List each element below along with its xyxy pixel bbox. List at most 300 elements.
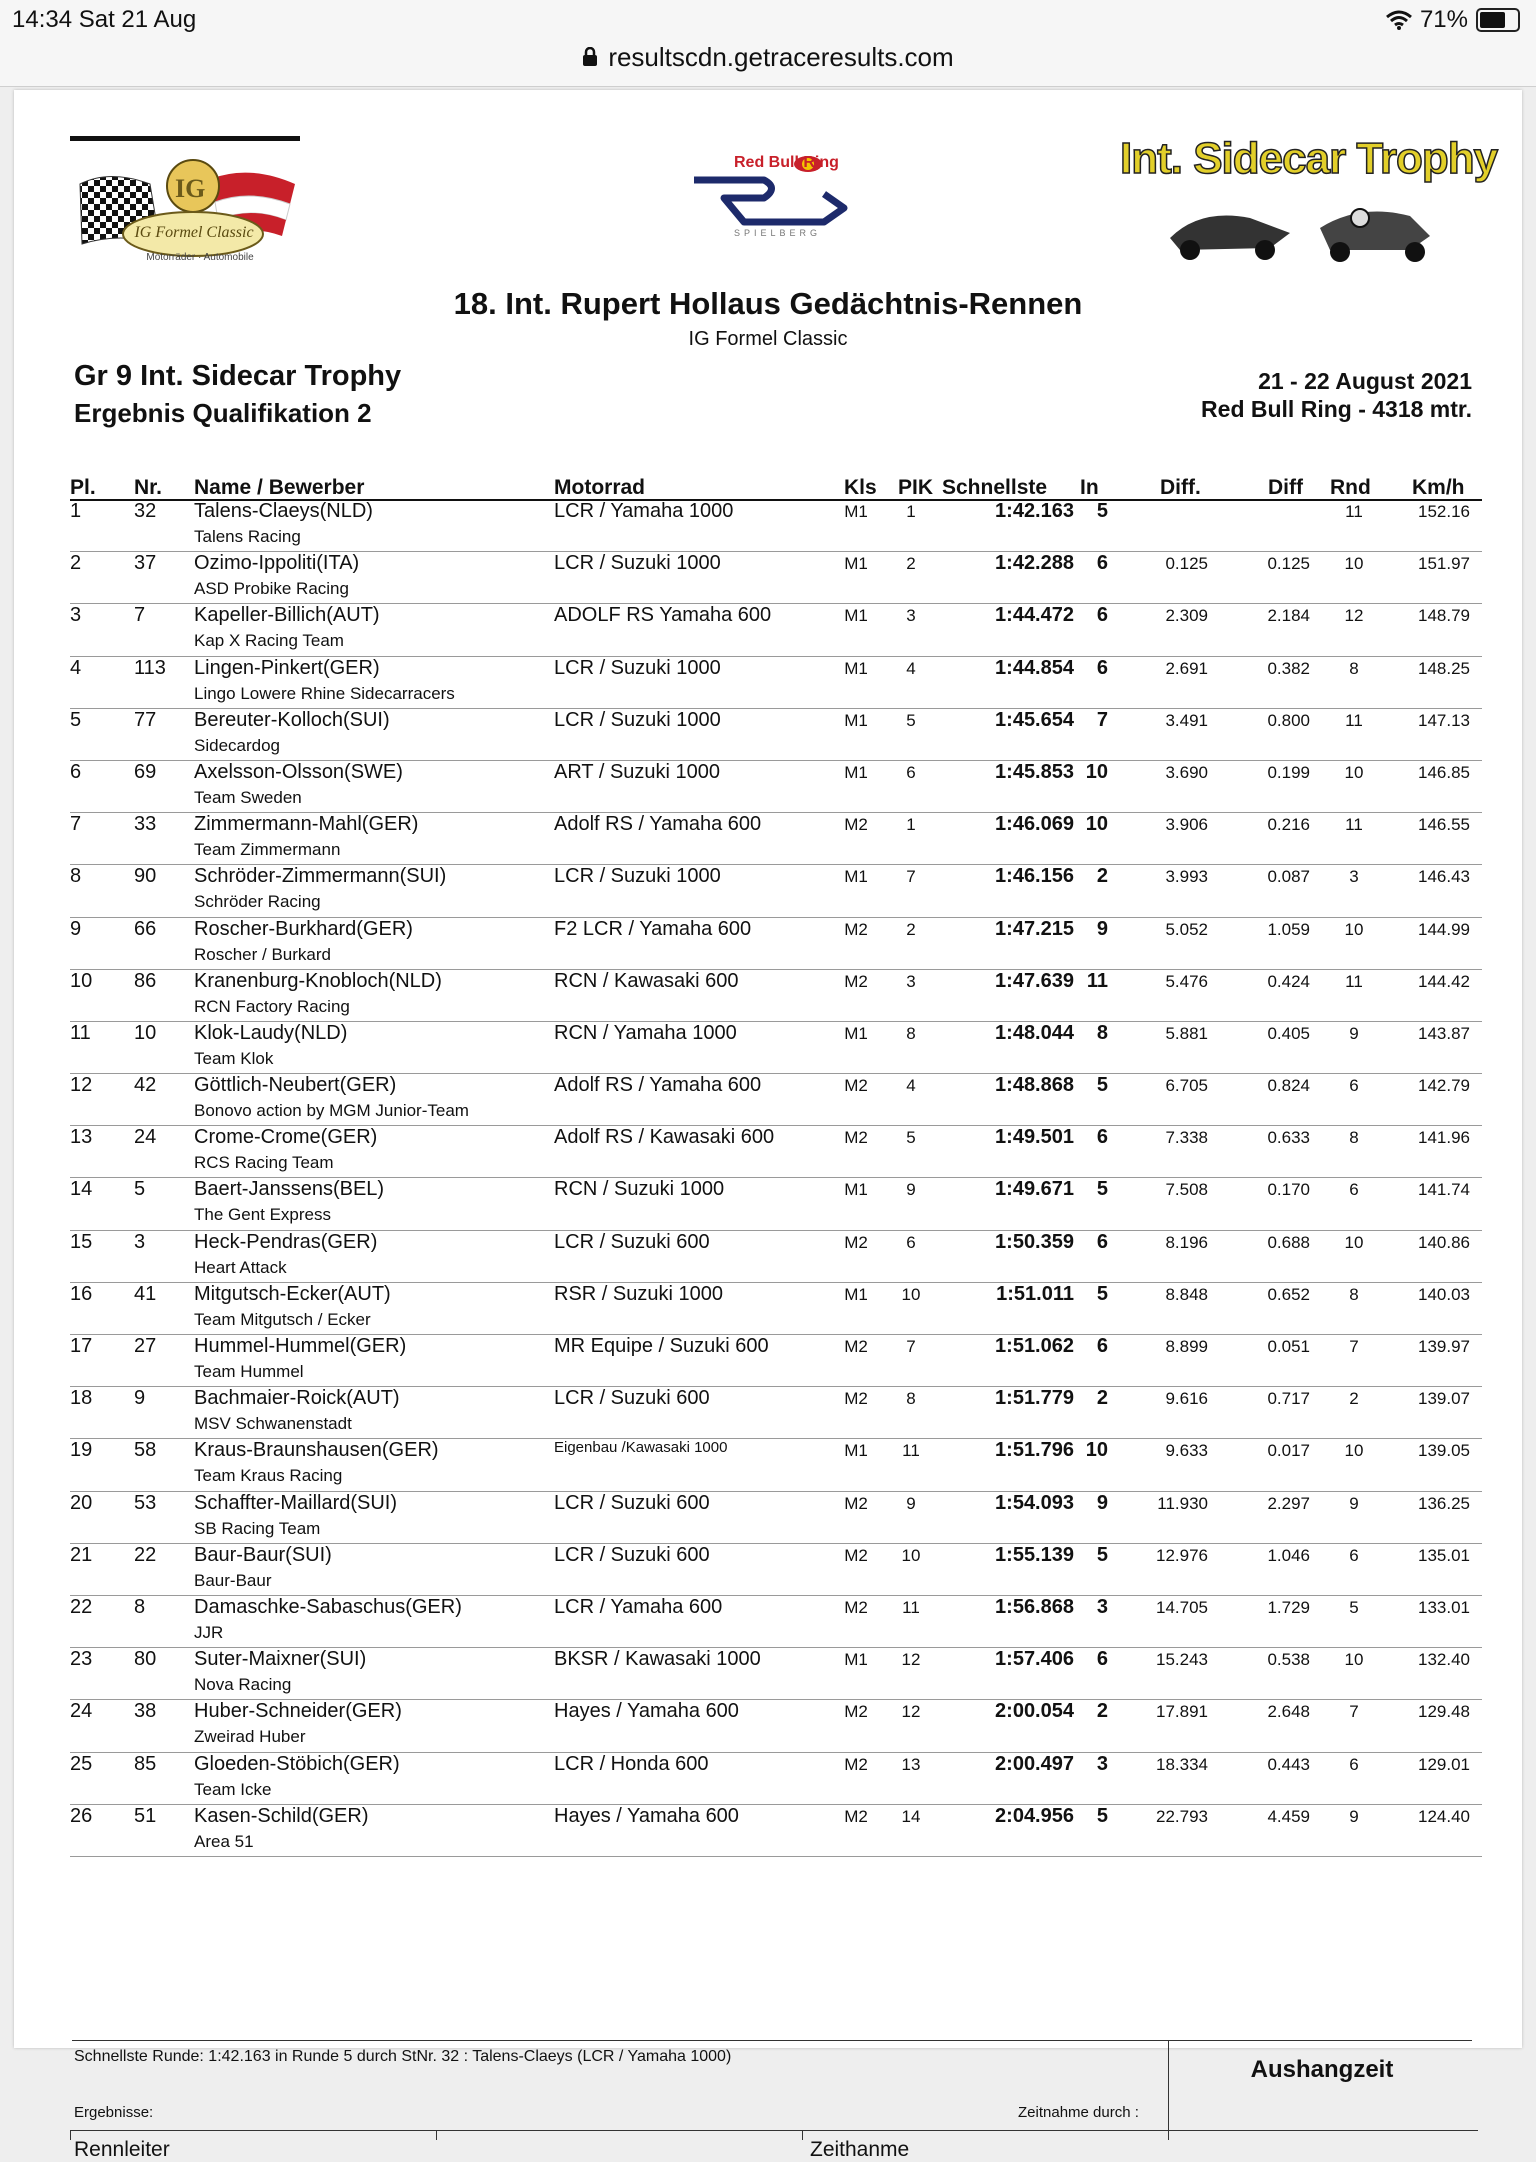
cell-kls: M1	[844, 1284, 868, 1304]
cell-pik: 4	[906, 658, 916, 678]
cell-diff: 15.243	[1156, 1650, 1208, 1670]
cell-pl: 26	[70, 1804, 93, 1827]
cell-best: 1:48.044	[995, 1021, 1074, 1044]
cell-name: Kranenburg-Knobloch(NLD)	[194, 969, 442, 992]
cell-bike: ART / Suzuki 1000	[554, 760, 721, 783]
cell-nr: 113	[134, 656, 166, 679]
cell-nr: 3	[134, 1230, 146, 1253]
cell-diff2: 0.717	[1267, 1389, 1310, 1409]
cell-name: Talens-Claeys(NLD)	[194, 500, 373, 522]
cell-nr: 77	[134, 708, 157, 731]
url-text[interactable]: resultscdn.getraceresults.com	[608, 42, 954, 72]
col-bike: Motorrad	[554, 476, 645, 499]
cell-best: 1:48.868	[995, 1074, 1074, 1097]
cell-diff: 3.491	[1165, 710, 1208, 730]
cell-kls: M2	[844, 1128, 868, 1148]
cell-pik: 10	[901, 1545, 921, 1565]
cell-bike: LCR / Suzuki 600	[554, 1230, 710, 1253]
table-row	[70, 1596, 1482, 1648]
cell-diff: 8.899	[1165, 1337, 1208, 1356]
cell-rnd: 10	[1344, 1650, 1364, 1670]
class-group: Gr 9 Int. Sidecar Trophy	[74, 360, 402, 392]
cell-team: Team Sweden	[194, 787, 302, 807]
cell-pl: 9	[70, 917, 82, 940]
table-row	[70, 1700, 1482, 1752]
event-title: 18. Int. Rupert Hollaus Gedächtnis-Rennen	[453, 286, 1083, 321]
cell-best: 1:46.156	[995, 865, 1074, 888]
table-row	[70, 1074, 1482, 1126]
cell-rnd: 8	[1349, 1284, 1359, 1304]
cell-name: Mitgutsch-Ecker(AUT)	[194, 1282, 391, 1305]
cell-in: 6	[1096, 552, 1108, 575]
cell-team: MSV Schwanenstadt	[194, 1414, 352, 1434]
cell-pl: 3	[70, 604, 82, 627]
cell-rnd: 11	[1345, 971, 1363, 991]
cell-nr: 58	[134, 1439, 157, 1462]
cell-nr: 7	[134, 604, 146, 627]
cell-in: 6	[1096, 1648, 1108, 1671]
col-in: In	[1080, 476, 1099, 499]
cell-diff: 11.930	[1157, 1493, 1208, 1513]
cell-nr: 37	[134, 552, 157, 575]
cell-team: Team Icke	[194, 1779, 272, 1799]
cell-nr: 41	[134, 1282, 157, 1305]
cell-kmh: 139.07	[1418, 1389, 1470, 1409]
cell-diff2: 2.648	[1267, 1702, 1310, 1722]
table-row	[70, 918, 1482, 970]
red-bull-ring-text: Red Bull Ring	[734, 154, 839, 171]
cell-nr: 8	[134, 1595, 146, 1618]
cell-in: 6	[1096, 656, 1108, 679]
cell-kls: M2	[844, 1754, 868, 1774]
cell-diff2: 0.824	[1267, 1076, 1310, 1096]
cell-diff2: 4.459	[1267, 1806, 1310, 1826]
cell-in: 5	[1096, 1178, 1108, 1201]
cell-bike: Adolf RS / Yamaha 600	[554, 813, 762, 836]
cell-diff: 3.993	[1165, 867, 1208, 887]
cell-pik: 9	[906, 1180, 916, 1200]
cell-kls: M2	[844, 1597, 868, 1617]
cell-diff2: 1.046	[1267, 1545, 1310, 1565]
cell-pl: 10	[70, 969, 93, 992]
cell-best: 1:49.501	[995, 1126, 1074, 1149]
cell-in: 2	[1096, 865, 1108, 888]
session-name: Ergebnis Qualifikation 2	[74, 398, 372, 428]
cell-diff: 9.633	[1165, 1441, 1208, 1461]
cell-nr: 38	[134, 1700, 157, 1723]
cell-kls: M2	[844, 971, 868, 991]
cell-kls: M2	[844, 1232, 868, 1252]
status-bar	[0, 0, 1536, 40]
results-document	[14, 90, 1522, 2161]
cell-bike: LCR / Suzuki 1000	[554, 865, 721, 888]
cell-name: Gloeden-Stöbich(GER)	[194, 1752, 400, 1775]
cell-pik: 6	[906, 762, 916, 782]
cell-name: Baert-Janssens(BEL)	[194, 1178, 385, 1201]
cell-pik: 5	[906, 1128, 916, 1148]
cell-diff2: 0.652	[1267, 1284, 1310, 1304]
cell-bike: LCR / Yamaha 1000	[554, 500, 734, 522]
cell-rnd: 5	[1349, 1597, 1359, 1617]
cell-pik: 7	[906, 1337, 916, 1356]
cell-kls: M1	[844, 1441, 868, 1461]
cell-pik: 12	[901, 1650, 921, 1670]
cell-best: 1:44.472	[995, 604, 1074, 627]
cell-best: 1:55.139	[995, 1543, 1074, 1566]
cell-name: Zimmermann-Mahl(GER)	[194, 813, 419, 836]
cell-best: 1:42.163	[995, 500, 1074, 522]
rennleiter-label: Rennleiter	[74, 2138, 170, 2161]
sidecar-illustration	[1150, 188, 1450, 268]
cell-diff2: 0.424	[1267, 971, 1310, 991]
cell-in: 5	[1096, 1804, 1108, 1827]
cell-bike: RSR / Suzuki 1000	[554, 1282, 723, 1305]
cell-pl: 17	[70, 1335, 93, 1357]
cell-diff2: 0.125	[1267, 554, 1310, 574]
cell-best: 1:47.215	[995, 917, 1074, 940]
cell-best: 1:51.062	[995, 1335, 1074, 1357]
sig-cell-divider	[1168, 2130, 1169, 2140]
cell-kls: M1	[844, 867, 868, 887]
cell-kmh: 148.79	[1418, 606, 1470, 626]
cell-in: 8	[1096, 1021, 1108, 1044]
cell-diff: 7.508	[1165, 1180, 1208, 1200]
cell-name: Kasen-Schild(GER)	[194, 1804, 369, 1827]
cell-pik: 11	[902, 1441, 920, 1461]
cell-kmh: 144.42	[1418, 971, 1470, 991]
cell-diff: 2.691	[1165, 658, 1208, 678]
cell-bike: Hayes / Yamaha 600	[554, 1804, 739, 1827]
cell-best: 1:54.093	[995, 1491, 1074, 1514]
table-row	[70, 709, 1482, 761]
cell-rnd: 10	[1344, 1441, 1364, 1461]
cell-kls: M1	[844, 1650, 868, 1670]
ig-formel-classic-logo: IG IG Formel Classic Motorräder · Automobile	[70, 136, 316, 274]
cell-kls: M1	[844, 1180, 868, 1200]
cell-kls: M1	[844, 554, 868, 574]
table-row	[70, 552, 1482, 604]
cell-in: 2	[1096, 1387, 1108, 1410]
cell-kls: M2	[844, 1337, 868, 1356]
cell-bike: RCN / Kawasaki 600	[554, 969, 739, 992]
cell-pik: 14	[901, 1806, 921, 1826]
battery-percent: 71%	[1419, 6, 1468, 33]
table-row	[70, 1753, 1482, 1805]
cell-team: Nova Racing	[194, 1675, 292, 1695]
cell-in: 5	[1096, 1282, 1108, 1305]
cell-name: Ozimo-Ippoliti(ITA)	[194, 552, 360, 575]
cell-in: 3	[1096, 1752, 1108, 1775]
cell-pik: 6	[906, 1232, 916, 1252]
aushangzeit-label: Aushangzeit	[1250, 2056, 1394, 2083]
zeitnahme-durch-label: Zeitnahme durch :	[1018, 2104, 1139, 2121]
cell-diff2: 0.017	[1267, 1441, 1310, 1461]
cell-pik: 9	[906, 1493, 916, 1513]
cell-pl: 7	[70, 813, 82, 836]
cell-team: Schröder Racing	[194, 892, 321, 912]
cell-pik: 8	[906, 1389, 916, 1409]
cell-pl: 4	[70, 656, 82, 679]
table-row	[70, 761, 1482, 813]
cell-best: 1:44.854	[995, 656, 1074, 679]
cell-name: Suter-Maixner(SUI)	[194, 1648, 367, 1671]
cell-bike: LCR / Suzuki 1000	[554, 656, 721, 679]
cell-best: 1:51.779	[995, 1387, 1074, 1410]
cell-rnd: 10	[1344, 554, 1364, 574]
cell-bike: LCR / Suzuki 1000	[554, 552, 721, 575]
cell-diff2: 0.382	[1267, 658, 1310, 678]
cell-nr: 53	[134, 1491, 157, 1514]
sig-cell-divider	[802, 2130, 803, 2140]
table-row	[70, 1387, 1482, 1439]
table-row	[70, 1126, 1482, 1178]
cell-rnd: 9	[1349, 1493, 1359, 1513]
cell-bike: LCR / Suzuki 600	[554, 1387, 710, 1410]
cell-team: RCN Factory Racing	[194, 996, 350, 1016]
cell-diff: 6.705	[1165, 1076, 1208, 1096]
cell-nr: 66	[134, 917, 157, 940]
cell-team: Lingo Lowere Rhine Sidecarracers	[194, 683, 455, 703]
cell-team: The Gent Express	[194, 1205, 332, 1225]
cell-diff: 14.705	[1156, 1597, 1208, 1617]
cell-kmh: 132.40	[1418, 1650, 1470, 1670]
cell-in: 5	[1096, 1074, 1108, 1097]
table-row	[70, 1492, 1482, 1544]
cell-diff: 3.690	[1165, 762, 1208, 782]
cell-pl: 11	[70, 1021, 91, 1044]
cell-best: 1:56.868	[995, 1595, 1074, 1618]
cell-name: Hummel-Hummel(GER)	[194, 1335, 407, 1357]
table-row	[70, 1439, 1482, 1491]
cell-team: Heart Attack	[194, 1257, 287, 1277]
col-best: Schnellste	[942, 476, 1048, 499]
cell-team: Zweirad Huber	[194, 1727, 306, 1747]
cell-kls: M1	[844, 658, 868, 678]
cell-pl: 18	[70, 1387, 93, 1410]
cell-pik: 1	[906, 815, 916, 835]
cell-bike: MR Equipe / Suzuki 600	[554, 1335, 769, 1357]
zeitnahme-label: Zeithanme	[810, 2138, 910, 2161]
cell-diff2: 2.184	[1267, 606, 1310, 626]
cell-kmh: 148.25	[1418, 658, 1470, 678]
col-kmh: Km/h	[1412, 476, 1465, 499]
sidecar-trophy-logo	[1120, 134, 1498, 270]
cell-nr: 51	[134, 1804, 157, 1827]
cell-best: 1:45.853	[995, 760, 1074, 783]
ig-logo-text: IG Formel Classic	[134, 224, 254, 241]
wifi-icon	[1386, 10, 1412, 30]
table-row	[70, 1544, 1482, 1596]
cell-rnd: 3	[1349, 867, 1359, 887]
cell-bike: LCR / Suzuki 600	[554, 1543, 710, 1566]
cell-team: JJR	[194, 1622, 224, 1642]
cell-bike: LCR / Honda 600	[554, 1752, 709, 1775]
cell-diff2: 0.688	[1267, 1232, 1310, 1252]
cell-kmh: 129.01	[1418, 1754, 1470, 1774]
cell-kmh: 140.86	[1418, 1232, 1470, 1252]
cell-rnd: 10	[1344, 919, 1364, 939]
cell-best: 1:42.288	[995, 552, 1074, 575]
cell-in: 10	[1085, 1439, 1108, 1462]
address-bar[interactable]	[0, 40, 1536, 87]
cell-diff2: 1.729	[1267, 1597, 1310, 1617]
cell-pik: 13	[901, 1754, 921, 1774]
cell-diff2: 0.633	[1267, 1128, 1310, 1148]
cell-pl: 13	[70, 1126, 93, 1149]
cell-diff2: 0.216	[1267, 815, 1310, 835]
cell-pl: 16	[70, 1282, 93, 1305]
cell-kmh: 129.48	[1418, 1702, 1470, 1722]
cell-pik: 12	[901, 1702, 921, 1722]
cell-team: SB Racing Team	[194, 1518, 321, 1538]
cell-bike: BKSR / Kawasaki 1000	[554, 1648, 761, 1671]
cell-team: Bonovo action by MGM Junior-Team	[194, 1101, 469, 1121]
cell-name: Schröder-Zimmermann(SUI)	[194, 865, 447, 888]
cell-pik: 8	[906, 1023, 916, 1043]
cell-best: 1:50.359	[995, 1230, 1074, 1253]
cell-kmh: 143.87	[1418, 1023, 1470, 1043]
cell-kmh: 140.03	[1418, 1284, 1470, 1304]
col-name: Name / Bewerber	[194, 476, 365, 499]
red-bull-ring-logo	[684, 150, 864, 250]
cell-kls: M2	[844, 1806, 868, 1826]
cell-diff: 5.052	[1165, 919, 1208, 939]
cell-team: Baur-Baur	[194, 1570, 272, 1590]
cell-name: Roscher-Burkhard(GER)	[194, 917, 413, 940]
cell-kmh: 139.05	[1418, 1441, 1470, 1461]
cell-best: 1:46.069	[995, 813, 1074, 836]
cell-diff: 8.196	[1165, 1232, 1208, 1252]
cell-team: Team Kraus Racing	[194, 1466, 343, 1486]
cell-team: Team Mitgutsch / Ecker	[194, 1309, 371, 1329]
cell-name: Lingen-Pinkert(GER)	[194, 656, 380, 679]
cell-rnd: 6	[1349, 1545, 1359, 1565]
cell-kls: M2	[844, 1493, 868, 1513]
lock-icon	[582, 47, 598, 67]
table-row	[70, 970, 1482, 1022]
cell-in: 6	[1096, 604, 1108, 627]
cell-pik: 3	[906, 606, 916, 626]
cell-in: 5	[1096, 500, 1108, 522]
cell-pl: 24	[70, 1700, 93, 1723]
cell-pik: 5	[906, 710, 916, 730]
table-row	[70, 604, 1482, 656]
cell-name: Axelsson-Olsson(SWE)	[194, 760, 403, 783]
cell-bike: LCR / Yamaha 600	[554, 1595, 723, 1618]
cell-rnd: 7	[1349, 1702, 1359, 1722]
cell-pl: 22	[70, 1595, 93, 1618]
cell-rnd: 11	[1345, 815, 1363, 835]
cell-team: ASD Probike Racing	[194, 579, 349, 599]
cell-name: Heck-Pendras(GER)	[194, 1230, 378, 1253]
cell-kls: M2	[844, 1389, 868, 1409]
table-row	[70, 1805, 1482, 1857]
cell-best: 1:51.796	[995, 1439, 1074, 1462]
sig-cell-divider	[70, 2130, 71, 2140]
cell-best: 2:04.956	[995, 1804, 1074, 1827]
col-nr: Nr.	[134, 476, 163, 499]
cell-pl: 8	[70, 865, 82, 888]
cell-diff: 5.881	[1165, 1023, 1208, 1043]
cell-in: 10	[1085, 813, 1108, 836]
cell-rnd: 6	[1349, 1754, 1359, 1774]
cell-kmh: 141.96	[1418, 1128, 1470, 1148]
cell-kmh: 146.55	[1418, 815, 1470, 835]
cell-nr: 5	[134, 1178, 146, 1201]
table-row	[70, 1231, 1482, 1283]
cell-name: Schaffter-Maillard(SUI)	[194, 1491, 398, 1514]
cell-kmh: 152.16	[1418, 502, 1470, 521]
cell-kls: M1	[844, 710, 868, 730]
table-row	[70, 1022, 1482, 1074]
cell-kmh: 124.40	[1418, 1806, 1470, 1826]
cell-in: 6	[1096, 1230, 1108, 1253]
cell-kmh: 135.01	[1418, 1545, 1470, 1565]
cell-nr: 80	[134, 1648, 157, 1671]
cell-kmh: 133.01	[1418, 1597, 1470, 1617]
cell-best: 1:45.654	[995, 708, 1074, 731]
col-diff2: Diff	[1268, 476, 1303, 499]
cell-rnd: 10	[1344, 1232, 1364, 1252]
cell-diff2: 2.297	[1267, 1493, 1310, 1513]
battery-indicator	[1386, 6, 1520, 34]
cell-nr: 22	[134, 1543, 157, 1566]
cell-in: 6	[1096, 1126, 1108, 1149]
cell-kmh: 146.43	[1418, 867, 1470, 887]
cell-bike: Hayes / Yamaha 600	[554, 1700, 739, 1723]
cell-best: 1:57.406	[995, 1648, 1074, 1671]
cell-kmh: 144.99	[1418, 919, 1470, 939]
cell-bike: LCR / Suzuki 600	[554, 1491, 710, 1514]
event-organizer: IG Formel Classic	[688, 328, 848, 350]
event-dates: 21 - 22 August 2021	[1258, 368, 1472, 394]
cell-diff: 17.891	[1156, 1702, 1208, 1722]
table-row	[70, 657, 1482, 709]
cell-team: Sidecardog	[194, 735, 281, 755]
cell-nr: 33	[134, 813, 157, 836]
cell-name: Bachmaier-Roick(AUT)	[194, 1387, 400, 1410]
cell-diff2: 0.800	[1267, 710, 1310, 730]
cell-name: Crome-Crome(GER)	[194, 1126, 378, 1149]
cell-name: Klok-Laudy(NLD)	[194, 1021, 348, 1044]
cell-team: Kap X Racing Team	[194, 631, 344, 651]
cell-diff2: 0.087	[1267, 867, 1310, 887]
cell-nr: 24	[134, 1126, 157, 1149]
cell-in: 9	[1096, 917, 1108, 940]
cell-diff2: 0.405	[1267, 1023, 1310, 1043]
sig-cell-divider	[436, 2130, 437, 2140]
cell-rnd: 9	[1349, 1023, 1359, 1043]
results-table-body	[70, 500, 1482, 1857]
cell-diff2: 0.538	[1267, 1650, 1310, 1670]
cell-rnd: 7	[1349, 1337, 1359, 1356]
cell-bike: RCN / Suzuki 1000	[554, 1178, 725, 1201]
cell-diff: 3.906	[1165, 815, 1208, 835]
status-time: 14:34 Sat 21 Aug	[12, 6, 197, 33]
cell-kls: M2	[844, 815, 868, 835]
cell-nr: 27	[134, 1335, 157, 1357]
cell-pik: 11	[902, 1597, 920, 1617]
col-kls: Kls	[844, 476, 877, 499]
cell-nr: 42	[134, 1074, 157, 1097]
cell-pl: 15	[70, 1230, 93, 1253]
cell-pl: 2	[70, 552, 82, 575]
results-table-header	[70, 476, 1482, 501]
cell-name: Baur-Baur(SUI)	[194, 1543, 332, 1566]
cell-diff: 9.616	[1165, 1389, 1208, 1409]
table-row	[70, 1283, 1482, 1335]
cell-pl: 21	[70, 1543, 93, 1566]
